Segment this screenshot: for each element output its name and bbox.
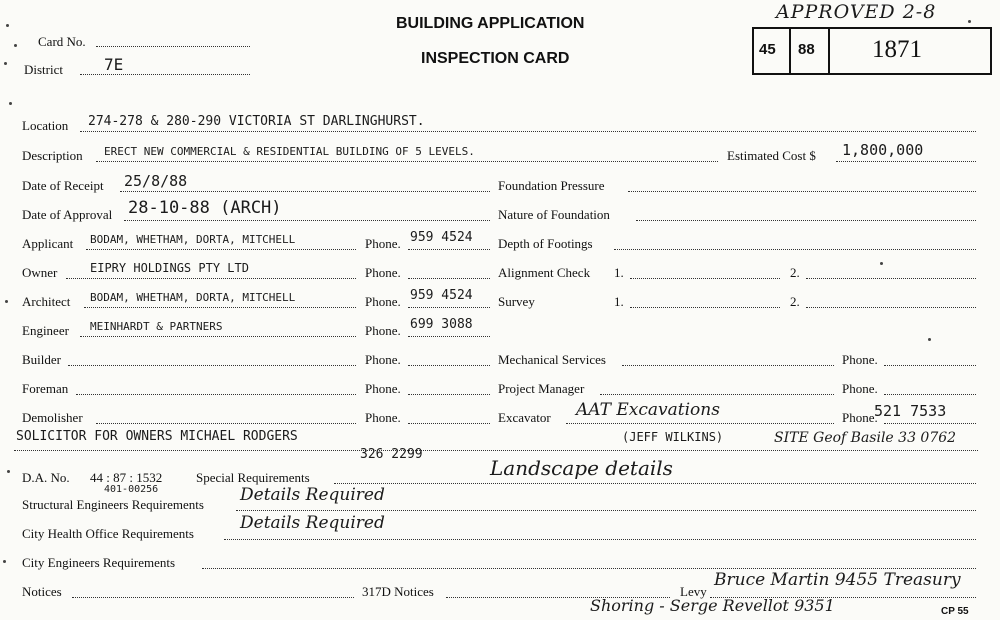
site-geof-value: SITE Geof Basile 33 0762 <box>774 430 957 446</box>
depth-of-footings-label: Depth of Footings <box>498 236 593 251</box>
foundation-pressure-label: Foundation Pressure <box>498 178 605 193</box>
foreman-line <box>76 394 356 395</box>
project-manager-phone-line <box>884 394 976 395</box>
foreman-label: Foreman <box>22 381 69 396</box>
structural-requirements-value: Details Required <box>240 485 385 505</box>
applicant-value: BODAM, WHETHAM, DORTA, MITCHELL <box>90 233 296 246</box>
excavator-value: AAT Excavations <box>576 400 720 420</box>
notices-317d-label: 317D Notices <box>362 584 434 599</box>
location-line <box>80 131 976 132</box>
builder-label: Builder <box>22 352 61 367</box>
builder-line <box>68 365 356 366</box>
survey-1-line <box>630 307 780 308</box>
owner-line <box>66 278 356 279</box>
location-label: Location <box>22 118 69 133</box>
district-label: District <box>24 62 63 77</box>
card-no-label: Card No. <box>38 34 86 49</box>
excavator-phone-line <box>884 423 976 424</box>
project-manager-label: Project Manager <box>498 381 585 396</box>
reference-number-a: 45 <box>759 41 776 58</box>
applicant-phone-value: 959 4524 <box>410 230 473 245</box>
description-label: Description <box>22 148 83 163</box>
excavator-phone-label: Phone. <box>842 410 878 425</box>
estimated-cost-label: Estimated Cost $ <box>727 148 816 163</box>
reference-number-c: 1871 <box>872 36 922 63</box>
excavator-line <box>566 423 834 424</box>
special-requirements-label: Special Requirements <box>196 470 310 485</box>
structural-requirements-line <box>236 510 976 511</box>
date-of-receipt-label: Date of Receipt <box>22 178 104 193</box>
nature-of-foundation-label: Nature of Foundation <box>498 207 610 222</box>
project-manager-line <box>600 394 834 395</box>
mechanical-phone-line <box>884 365 976 366</box>
architect-phone-value: 959 4524 <box>410 288 473 303</box>
city-engineers-requirements-label: City Engineers Requirements <box>22 555 176 570</box>
date-of-approval-label: Date of Approval <box>22 207 113 222</box>
architect-line <box>84 307 356 308</box>
survey-2-line <box>806 307 976 308</box>
district-value: 7E <box>104 55 124 74</box>
nature-of-foundation-line <box>636 220 976 221</box>
builder-phone-line <box>408 365 490 366</box>
builder-phone-label: Phone. <box>365 352 401 367</box>
alignment-check-1-label: 1. <box>614 265 624 280</box>
engineer-phone-line <box>408 336 490 337</box>
excavator-contact-value: (JEFF WILKINS) <box>622 430 724 444</box>
owner-value: EIPRY HOLDINGS PTY LTD <box>90 261 249 275</box>
excavator-phone-value: 521 7533 <box>874 402 947 420</box>
engineer-phone-label: Phone. <box>365 323 401 338</box>
description-value: ERECT NEW COMMERCIAL & RESIDENTIAL BUILDING OF 5 LEVELS. <box>104 145 475 158</box>
estimated-cost-value: 1,800,000 <box>842 141 924 159</box>
applicant-line <box>86 249 356 250</box>
card-no-line <box>96 46 250 47</box>
engineer-label: Engineer <box>22 323 69 338</box>
applicant-label: Applicant <box>22 236 74 251</box>
estimated-cost-line <box>836 161 976 162</box>
title-inspection-card: INSPECTION CARD <box>421 50 570 67</box>
project-manager-phone-label: Phone. <box>842 381 878 396</box>
district-line <box>80 74 250 75</box>
structural-requirements-label: Structural Engineers Requirements <box>22 497 204 512</box>
mechanical-phone-label: Phone. <box>842 352 878 367</box>
solicitor-line <box>14 450 978 451</box>
levy-value: Bruce Martin 9455 Treasury <box>714 570 961 590</box>
notices-label: Notices <box>22 584 62 599</box>
architect-phone-label: Phone. <box>365 294 401 309</box>
mechanical-services-line <box>622 365 834 366</box>
reference-number-b: 88 <box>798 41 815 58</box>
city-engineers-requirements-line <box>202 568 976 569</box>
approved-stamp: APPROVED 2-8 <box>776 1 937 23</box>
special-requirements-line <box>334 483 976 484</box>
form-code: CP 55 <box>941 606 969 617</box>
date-of-approval-line <box>124 220 490 221</box>
applicant-phone-label: Phone. <box>365 236 401 251</box>
city-health-requirements-label: City Health Office Requirements <box>22 526 194 541</box>
da-no-value: 44 : 87 : 1532 <box>90 470 163 485</box>
description-line <box>96 161 718 162</box>
alignment-check-2-label: 2. <box>790 265 800 280</box>
alignment-check-1-line <box>630 278 780 279</box>
foreman-phone-line <box>408 394 490 395</box>
date-of-approval-value: 28-10-88 (ARCH) <box>128 198 282 218</box>
levy-label: Levy <box>680 584 707 599</box>
city-health-requirements-value: Details Required <box>240 513 385 533</box>
city-health-requirements-line <box>224 539 976 540</box>
demolisher-line <box>96 423 356 424</box>
solicitor-value: SOLICITOR FOR OWNERS MICHAEL RODGERS <box>16 429 298 444</box>
excavator-label: Excavator <box>498 410 551 425</box>
depth-of-footings-line <box>614 249 976 250</box>
survey-1-label: 1. <box>614 294 624 309</box>
alignment-check-2-line <box>806 278 976 279</box>
architect-phone-line <box>408 307 490 308</box>
special-requirements-value: Landscape details <box>490 456 673 480</box>
alignment-check-label: Alignment Check <box>498 265 591 280</box>
solicitor-phone-value: 326 2299 <box>360 447 423 462</box>
demolisher-phone-line <box>408 423 490 424</box>
survey-2-label: 2. <box>790 294 800 309</box>
survey-label: Survey <box>498 294 535 309</box>
foreman-phone-label: Phone. <box>365 381 401 396</box>
owner-phone-label: Phone. <box>365 265 401 280</box>
title-building-application: BUILDING APPLICATION <box>396 15 585 32</box>
demolisher-label: Demolisher <box>22 410 83 425</box>
foundation-pressure-line <box>628 191 976 192</box>
notices-line <box>72 597 354 598</box>
mechanical-services-label: Mechanical Services <box>498 352 606 367</box>
engineer-value: MEINHARDT & PARTNERS <box>90 320 223 333</box>
owner-phone-line <box>408 278 490 279</box>
architect-label: Architect <box>22 294 71 309</box>
da-sub-value: 401-00256 <box>104 484 159 495</box>
date-of-receipt-value: 25/8/88 <box>124 172 188 190</box>
engineer-line <box>80 336 356 337</box>
demolisher-phone-label: Phone. <box>365 410 401 425</box>
location-value: 274-278 & 280-290 VICTORIA ST DARLINGHURST. <box>88 114 425 129</box>
applicant-phone-line <box>408 249 490 250</box>
engineer-phone-value: 699 3088 <box>410 317 473 332</box>
date-of-receipt-line <box>120 191 490 192</box>
shoring-note: Shoring - Serge Revellot 9351 <box>590 596 835 615</box>
architect-value: BODAM, WHETHAM, DORTA, MITCHELL <box>90 291 296 304</box>
owner-label: Owner <box>22 265 58 280</box>
da-no-label: D.A. No. <box>22 470 70 485</box>
